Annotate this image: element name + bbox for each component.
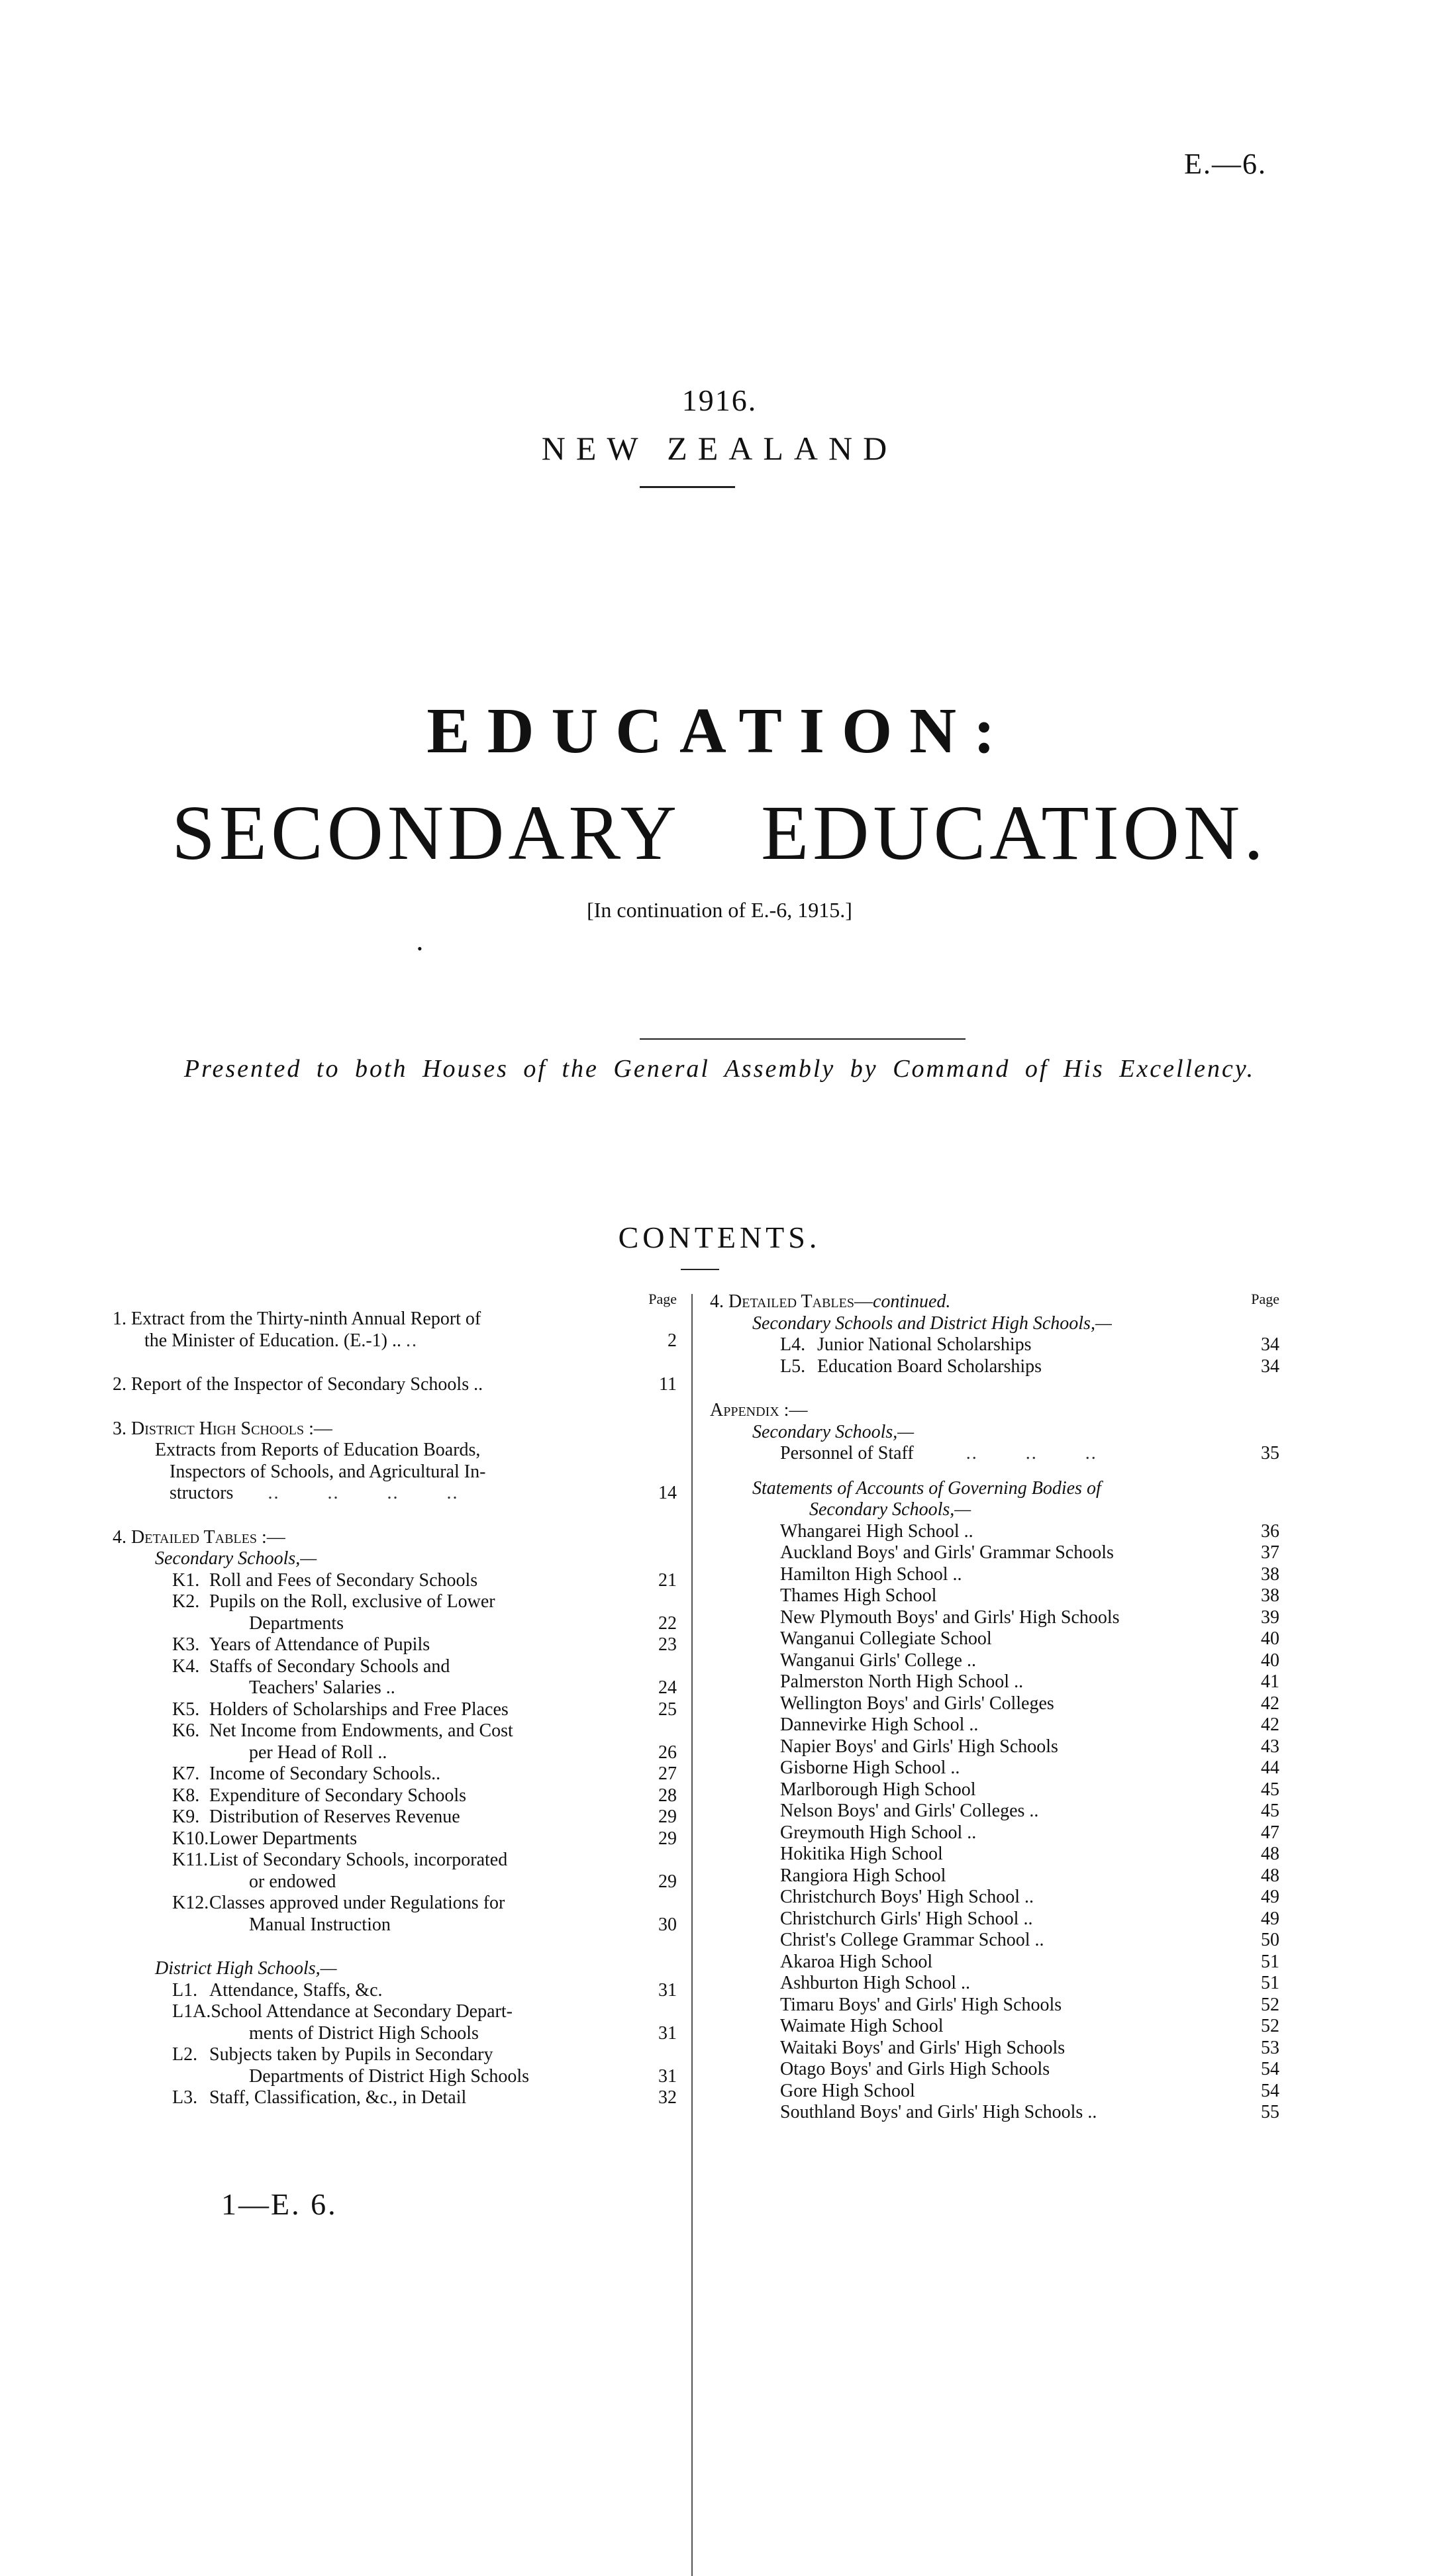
contents-entry xyxy=(710,2038,1279,2059)
contents-entry xyxy=(710,1356,1279,1378)
contents-entry xyxy=(113,1720,677,1742)
contents-entry xyxy=(710,1521,1279,1543)
contents-entry xyxy=(710,1844,1279,1865)
contents-left-column xyxy=(113,1289,677,2109)
table-code: L5. xyxy=(780,1356,806,1377)
contents-entry xyxy=(710,1714,1279,1736)
table-code: K6. xyxy=(172,1720,200,1741)
entry-text: Staffs of Secondary Schools and xyxy=(209,1656,450,1677)
contents-entry: the Minister of Education. (E.-1) .. .. 2 xyxy=(144,1330,677,1351)
contents-entry xyxy=(710,1973,1279,1995)
contents-entry xyxy=(710,1650,1279,1672)
contents-entry xyxy=(710,1628,1279,1650)
page-number: 21 xyxy=(658,1569,677,1591)
contents-entry xyxy=(113,2044,677,2066)
contents-entry: 1. Extract from the Thirty-ninth Annual Report of xyxy=(113,1309,481,1329)
entry-text: Holders of Scholarships and Free Places xyxy=(209,1699,509,1720)
table-code: K4. xyxy=(172,1656,200,1677)
entry-text: Expenditure of Secondary Schools xyxy=(209,1785,467,1806)
entry-text: Roll and Fees of Secondary Schools xyxy=(209,1569,478,1591)
entry-text: Junior National Scholarships xyxy=(817,1334,1032,1355)
contents-entry: Inspectors of Schools, and Agricultural In- xyxy=(170,1461,486,1482)
subsection-heading: Secondary Schools and District High Schools,— xyxy=(752,1313,1112,1334)
page-number: 28 xyxy=(658,1785,677,1806)
presentation-line: Presented to both Houses of the General Assembly by Command of His Excellency. xyxy=(183,1055,1256,1083)
page-number: 45 xyxy=(1261,1779,1279,1800)
section-heading: 3. District High Schools :— xyxy=(113,1418,332,1439)
table-code: L3. xyxy=(172,2087,198,2108)
page-number: 25 xyxy=(658,1699,677,1720)
entry-text: Christchurch Boys' High School .. xyxy=(780,1887,1034,1907)
page-number: 34 xyxy=(1261,1356,1279,1377)
subsection-heading: Secondary Schools,— xyxy=(752,1421,915,1442)
contents-entry xyxy=(710,1995,1279,2016)
page-number: 52 xyxy=(1261,1994,1279,2015)
contents-entry xyxy=(710,1887,1279,1908)
page-number: 51 xyxy=(1261,1973,1279,1993)
entry-text: Wellington Boys' and Girls' Colleges xyxy=(780,1693,1054,1714)
contents-entry xyxy=(113,1893,677,1914)
contents-entry-continuation: per Head of Roll .. 26 xyxy=(249,1742,677,1763)
entry-text: Gore High School xyxy=(780,2080,915,2101)
table-code: K11. xyxy=(172,1850,209,1870)
contents-entry xyxy=(710,2102,1279,2124)
entry-text: Wanganui Girls' College .. xyxy=(780,1650,976,1671)
l-table-list xyxy=(113,1980,677,2109)
contents-entry xyxy=(113,1850,677,1871)
contents-entry: Extracts from Reports of Education Boards, xyxy=(155,1440,481,1460)
page-number: 54 xyxy=(1261,2080,1279,2101)
contents-entry-continuation: Teachers' Salaries .. 24 xyxy=(249,1677,677,1698)
column-divider xyxy=(691,1294,693,2576)
entry-text: Ashburton High School .. xyxy=(780,1973,970,1993)
contents-entry xyxy=(113,1591,677,1613)
contents-entry xyxy=(710,1693,1279,1715)
contents-entry: 2. Report of the Inspector of Secondary Schools .. 11 xyxy=(113,1374,677,1395)
page-number: 38 xyxy=(1261,1585,1279,1606)
entry-text: Timaru Boys' and Girls' High Schools xyxy=(780,1994,1062,2015)
entry-text: Dannevirke High School .. xyxy=(780,1714,979,1735)
entry-text: Pupils on the Roll, exclusive of Lower xyxy=(209,1591,495,1612)
entry-text: Rangiora High School xyxy=(780,1865,946,1886)
page-number: 30 xyxy=(658,1914,677,1935)
entry-text: Thames High School xyxy=(780,1585,937,1606)
contents-entry xyxy=(710,1779,1279,1801)
page-number: 32 xyxy=(658,2087,677,2108)
school-list xyxy=(710,1521,1279,2124)
document-reference: E.—6. xyxy=(1184,148,1267,180)
entry-text: Subjects taken by Pupils in Secondary xyxy=(209,2044,493,2065)
contents-entry xyxy=(710,1564,1279,1586)
entry-text: Napier Boys' and Girls' High Schools xyxy=(780,1736,1058,1757)
entry-text: Lower Departments xyxy=(209,1828,358,1849)
table-code: K2. xyxy=(172,1591,200,1612)
entry-text: Marlborough High School xyxy=(780,1779,976,1800)
entry-text: Hamilton High School .. xyxy=(780,1563,962,1585)
page-number: 31 xyxy=(658,2065,677,2087)
contents-entry-continuation: Manual Instruction 30 xyxy=(249,1914,677,1935)
contents-entry xyxy=(710,1758,1279,1779)
page-number: 49 xyxy=(1261,1908,1279,1929)
table-code: L2. xyxy=(172,2044,198,2065)
page-number: 45 xyxy=(1261,1801,1279,1821)
divider xyxy=(640,486,735,488)
year: 1916. xyxy=(681,383,758,417)
page-number: 29 xyxy=(658,1807,677,1827)
contents-entry xyxy=(710,1952,1279,1973)
table-code: K3. xyxy=(172,1634,200,1655)
contents-entry: Personnel of Staff .. .. .. 35 xyxy=(780,1443,1279,1463)
contents-entry xyxy=(710,2016,1279,2038)
page-number: 54 xyxy=(1261,2059,1279,2079)
page-number: 24 xyxy=(658,1677,677,1698)
subsection-heading: Statements of Accounts of Governing Bodies of xyxy=(752,1477,1101,1499)
page-number: 22 xyxy=(658,1612,677,1634)
contents-entry xyxy=(710,1801,1279,1822)
signature-mark: 1—E. 6. xyxy=(221,2187,338,2221)
contents-entry xyxy=(710,2081,1279,2103)
contents-entry xyxy=(710,1865,1279,1887)
page-number: 55 xyxy=(1261,2102,1279,2122)
divider xyxy=(681,1269,719,1270)
table-code: K9. xyxy=(172,1807,200,1827)
page-column-label: Page xyxy=(648,1291,677,1307)
contents-entry-continuation: or endowed 29 xyxy=(249,1871,677,1892)
entry-text: School Attendance at Secondary Depart- xyxy=(211,2001,513,2022)
page-number: 40 xyxy=(1261,1628,1279,1649)
contents-entry xyxy=(710,1930,1279,1952)
entry-text: Palmerston North High School .. xyxy=(780,1671,1024,1692)
table-code: L1. xyxy=(172,1979,198,2001)
contents-title: CONTENTS. xyxy=(618,1220,821,1254)
page-number: 40 xyxy=(1261,1650,1279,1671)
page-number: 36 xyxy=(1261,1520,1279,1542)
country-name: NEW ZEALAND xyxy=(541,430,898,467)
contents-entry xyxy=(710,1334,1279,1356)
contents-right-column xyxy=(710,1289,1279,2124)
contents-entry xyxy=(113,1634,677,1656)
page-number: 29 xyxy=(658,1828,677,1849)
page-number: 26 xyxy=(658,1742,677,1763)
entry-text: Christchurch Girls' High School .. xyxy=(780,1908,1033,1929)
section-heading: 4. Detailed Tables :— xyxy=(113,1526,285,1548)
contents-entry xyxy=(113,1570,677,1592)
page-number: 48 xyxy=(1261,1844,1279,1864)
contents-entry xyxy=(113,1828,677,1850)
entry-text: Distribution of Reserves Revenue xyxy=(209,1807,460,1827)
entry-text: Otago Boys' and Girls High Schools xyxy=(780,2059,1050,2079)
contents-entry xyxy=(113,1699,677,1721)
page-number: 41 xyxy=(1261,1671,1279,1692)
page-number: 47 xyxy=(1261,1822,1279,1843)
entry-text: Greymouth High School .. xyxy=(780,1822,977,1843)
entry-text: Auckland Boys' and Girls' Grammar Schools xyxy=(780,1542,1114,1563)
entry-text: Southland Boys' and Girls' High Schools .. xyxy=(780,2102,1097,2122)
entry-text: Income of Secondary Schools.. xyxy=(209,1763,441,1784)
page-column-label: Page xyxy=(1251,1291,1279,1307)
document-subtitle: SECONDARY EDUCATION. xyxy=(172,789,1267,876)
contents-entry xyxy=(113,2087,677,2109)
entry-text: New Plymouth Boys' and Girls' High Schools xyxy=(780,1607,1120,1628)
document-title: EDUCATION: xyxy=(426,695,1013,767)
table-code: K7. xyxy=(172,1763,200,1784)
l-table-list xyxy=(710,1334,1279,1377)
page-number: 42 xyxy=(1261,1693,1279,1714)
entry-text: Education Board Scholarships xyxy=(817,1356,1042,1377)
contents-entry xyxy=(113,1763,677,1785)
page-number: 37 xyxy=(1261,1542,1279,1563)
contents-entry xyxy=(113,2001,677,2023)
contents-entry xyxy=(710,1822,1279,1844)
page-number: 43 xyxy=(1261,1736,1279,1757)
contents-entry-continuation: ments of District High Schools 31 xyxy=(249,2022,677,2044)
entry-text: Nelson Boys' and Girls' Colleges .. xyxy=(780,1801,1039,1821)
table-code: L4. xyxy=(780,1334,806,1355)
contents-entry-continuation: Departments 22 xyxy=(249,1612,677,1634)
entry-text: Waimate High School xyxy=(780,2016,944,2036)
entry-text: Christ's College Grammar School .. xyxy=(780,1930,1044,1950)
contents-entry xyxy=(710,1585,1279,1607)
page-number: 34 xyxy=(1261,1334,1279,1355)
subsection-heading: Secondary Schools,— xyxy=(809,1499,971,1520)
appendix-heading: Appendix :— xyxy=(710,1400,808,1420)
table-code: K12. xyxy=(172,1893,209,1913)
table-code: K1. xyxy=(172,1569,200,1591)
contents-entry xyxy=(113,1785,677,1807)
contents-entry: structors .. .. .. .. 14 xyxy=(170,1483,677,1503)
entry-text: Akaroa High School xyxy=(780,1951,933,1972)
page-number: 39 xyxy=(1261,1607,1279,1628)
table-code: L1A. xyxy=(172,2001,211,2022)
contents-entry xyxy=(710,2059,1279,2081)
entry-text: Gisborne High School .. xyxy=(780,1758,960,1778)
page-number: 29 xyxy=(658,1871,677,1892)
stray-mark: • xyxy=(417,940,422,957)
contents-entry xyxy=(710,1908,1279,1930)
entry-text: Hokitika High School xyxy=(780,1844,943,1864)
entry-text: Waitaki Boys' and Girls' High Schools xyxy=(780,2037,1066,2058)
table-code: K5. xyxy=(172,1699,200,1720)
entry-text: Net Income from Endowments, and Cost xyxy=(209,1720,513,1741)
page-number: 23 xyxy=(658,1634,677,1655)
entry-text: Wanganui Collegiate School xyxy=(780,1628,992,1649)
entry-text: Staff, Classification, &c., in Detail xyxy=(209,2087,467,2108)
entry-text: List of Secondary Schools, incorporated xyxy=(209,1850,508,1870)
entry-text: Years of Attendance of Pupils xyxy=(209,1634,430,1655)
contents-entry xyxy=(710,1542,1279,1564)
entry-text: Whangarei High School .. xyxy=(780,1520,973,1542)
divider xyxy=(640,1038,966,1040)
subsection-heading: District High Schools,— xyxy=(155,1958,337,1979)
entry-text: Classes approved under Regulations for xyxy=(209,1893,505,1913)
contents-entry xyxy=(113,1980,677,2002)
continuation-note: [In continuation of E.-6, 1915.] xyxy=(587,898,852,922)
contents-entry xyxy=(710,1736,1279,1758)
page-number: 48 xyxy=(1261,1865,1279,1886)
page-number: 44 xyxy=(1261,1758,1279,1778)
page-number: 53 xyxy=(1261,2037,1279,2058)
table-code: K8. xyxy=(172,1785,200,1806)
page-number: 31 xyxy=(658,2022,677,2044)
page-number: 52 xyxy=(1261,2016,1279,2036)
entry-text: Attendance, Staffs, &c. xyxy=(209,1979,383,2001)
table-code: K10. xyxy=(172,1828,209,1849)
page-number: 42 xyxy=(1261,1714,1279,1735)
page-number: 50 xyxy=(1261,1930,1279,1950)
k-table-list xyxy=(113,1570,677,1936)
page-number: 49 xyxy=(1261,1887,1279,1907)
contents-entry xyxy=(113,1807,677,1828)
page-number: 38 xyxy=(1261,1563,1279,1585)
contents-entry-continuation: Departments of District High Schools 31 xyxy=(249,2065,677,2087)
page-number: 31 xyxy=(658,1979,677,2001)
page-number: 27 xyxy=(658,1763,677,1784)
subsection-heading: Secondary Schools,— xyxy=(155,1548,317,1569)
section-heading: 4. Detailed Tables—continued. xyxy=(710,1291,951,1312)
contents-entry xyxy=(710,1607,1279,1629)
contents-entry xyxy=(113,1656,677,1678)
page-number: 51 xyxy=(1261,1951,1279,1972)
contents-entry xyxy=(710,1671,1279,1693)
